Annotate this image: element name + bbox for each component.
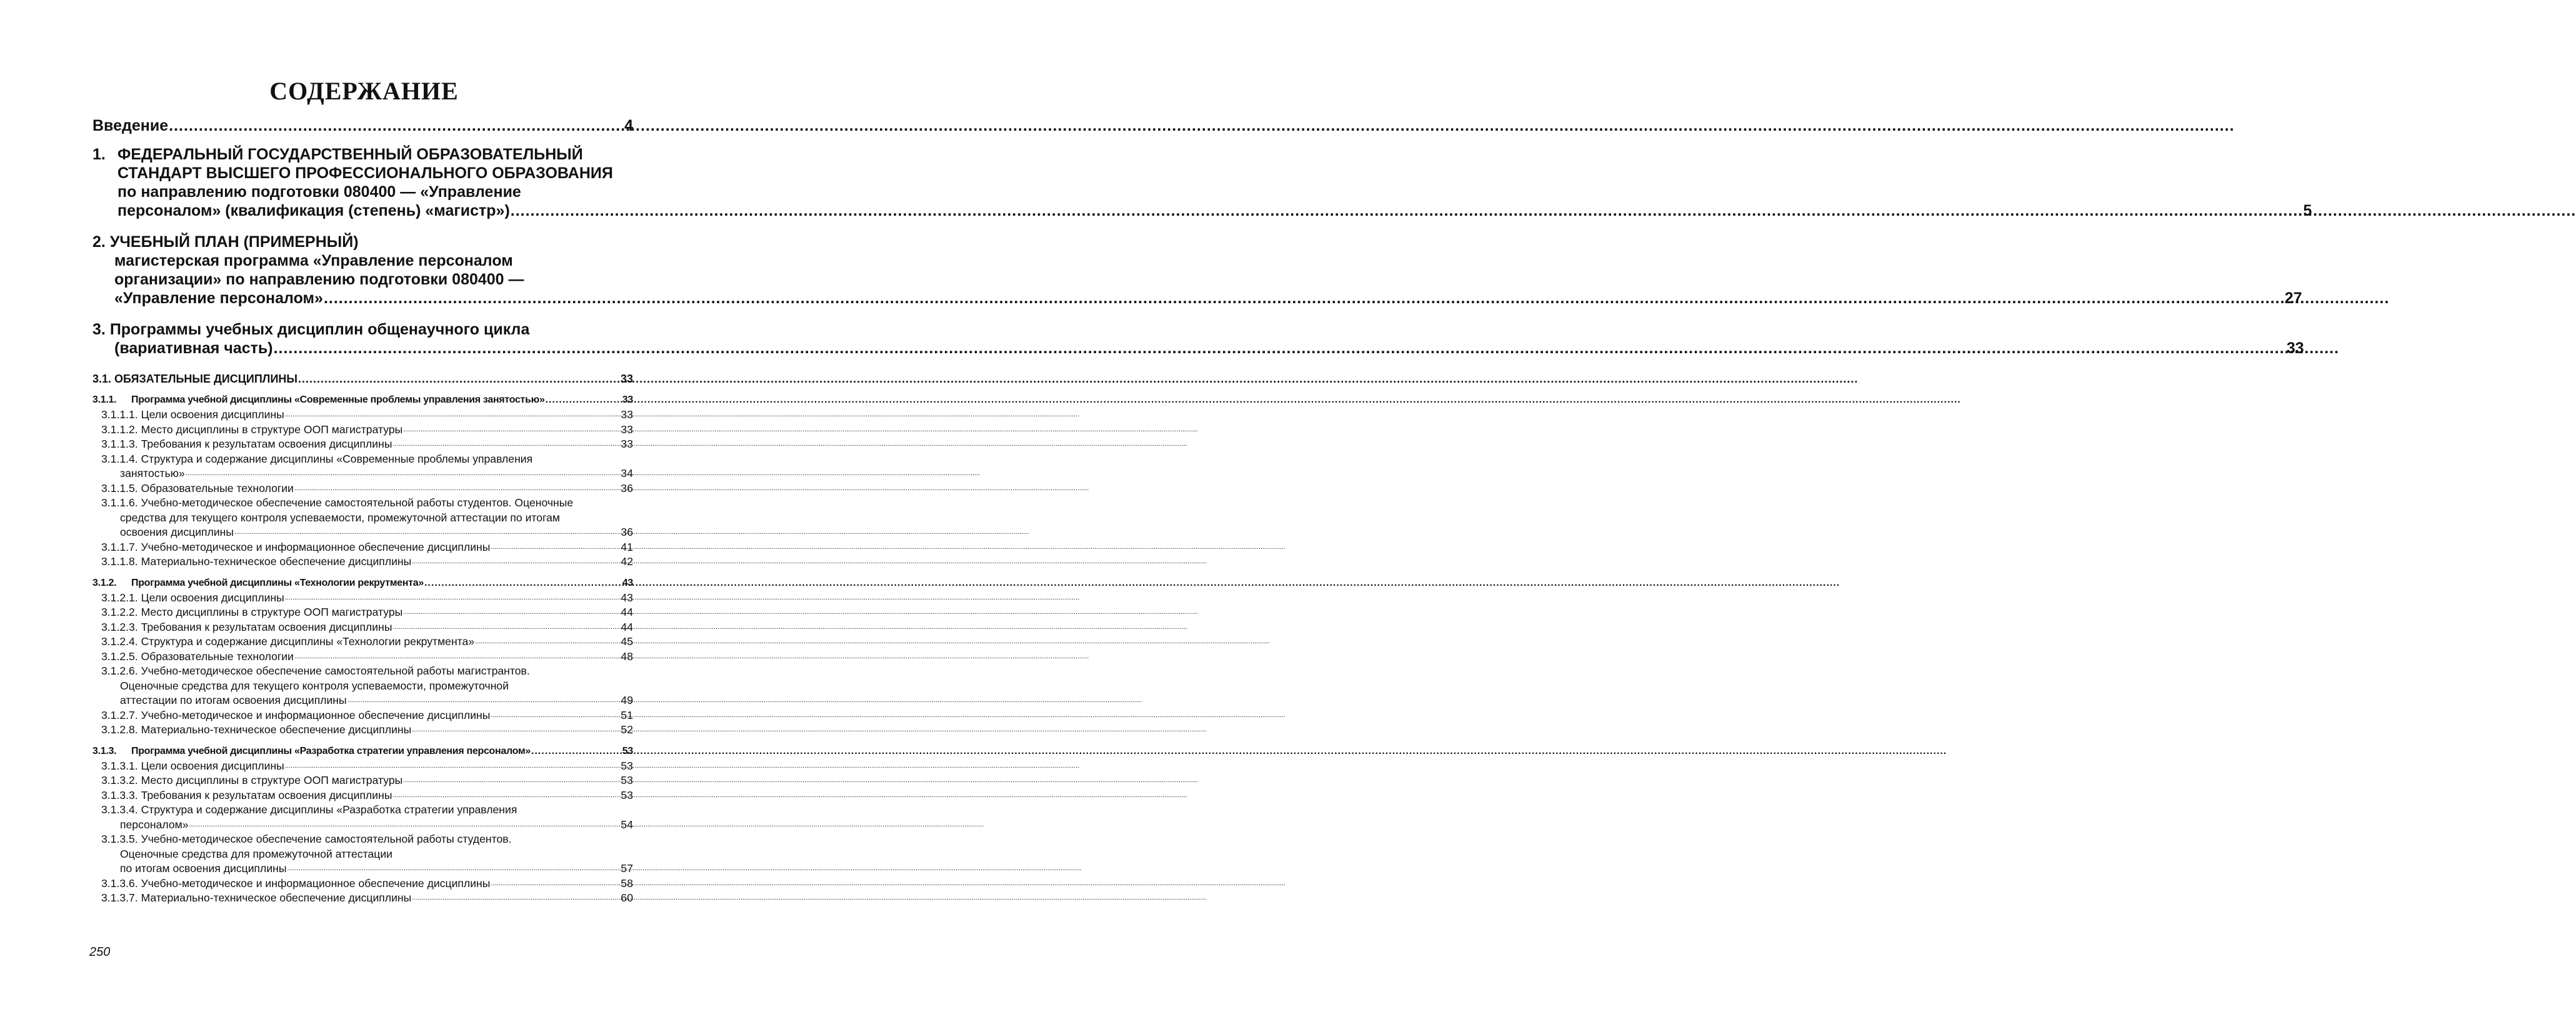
dot-leader bbox=[403, 773, 620, 788]
item-label: 3.1.1.5. Образовательные технологии bbox=[101, 481, 294, 494]
toc-item[interactable] bbox=[92, 481, 633, 496]
dot-leader bbox=[294, 650, 620, 665]
toc-page: 36 bbox=[621, 481, 633, 494]
toc-group-heading[interactable] bbox=[92, 744, 633, 759]
item-line: 3.1.3.5. Учебно-методическое обеспечение самостоятельной работы студентов. bbox=[101, 833, 512, 845]
toc-item[interactable] bbox=[92, 437, 633, 452]
dot-leader bbox=[511, 201, 2303, 220]
dot-leader bbox=[393, 437, 621, 452]
dot-leader bbox=[294, 481, 620, 496]
item-label: занятостью» bbox=[120, 467, 185, 479]
dot-leader bbox=[285, 408, 621, 423]
dot-leader bbox=[412, 723, 620, 738]
toc-page: 60 bbox=[621, 891, 633, 904]
section-line: «Управление персоналом» bbox=[114, 289, 323, 307]
item-label: 3.1.3.3. Требования к результатам освоения дисциплины bbox=[101, 788, 392, 801]
toc-page: 33 bbox=[622, 394, 633, 405]
item-line: 3.1.3.4. Структура и содержание дисциплины «Разработка стратегии управления bbox=[101, 803, 517, 816]
toc-item[interactable] bbox=[92, 408, 633, 423]
item-label: персоналом» bbox=[120, 818, 189, 831]
item-label: 3.1.1.2. Место дисциплины в структуре ООП магистратуры bbox=[101, 423, 403, 436]
toc-page: 45 bbox=[621, 635, 633, 648]
toc-item[interactable] bbox=[92, 591, 633, 606]
toc-page: 49 bbox=[621, 694, 633, 706]
item-label: 3.1.2.4. Структура и содержание дисциплины «Технологии рекрутмента» bbox=[101, 635, 475, 648]
toc-item[interactable] bbox=[92, 708, 633, 723]
toc-page: 5 bbox=[2303, 202, 2312, 219]
dot-leader bbox=[189, 818, 621, 833]
dot-leader bbox=[347, 693, 621, 708]
toc-item[interactable] bbox=[92, 650, 633, 665]
item-label: 3.1.2.5. Образовательные технологии bbox=[101, 650, 294, 663]
dot-leader bbox=[491, 876, 620, 891]
toc-item[interactable] bbox=[92, 555, 633, 570]
dot-leader bbox=[324, 289, 2284, 308]
dot-leader bbox=[169, 116, 624, 135]
toc-section-2[interactable] bbox=[92, 233, 2302, 308]
item-label: 3.1.3.6. Учебно-методическое и информационное обеспечение дисциплины bbox=[101, 876, 491, 890]
toc-groups bbox=[92, 393, 633, 906]
section-head: УЧЕБНЫЙ ПЛАН (ПРИМЕРНЫЙ) bbox=[109, 233, 359, 251]
toc-entry-intro[interactable] bbox=[92, 116, 633, 135]
toc-item[interactable] bbox=[92, 891, 633, 906]
section-line: СТАНДАРТ ВЫСШЕГО ПРОФЕССИОНАЛЬНОГО ОБРАЗОВАНИЯ bbox=[117, 164, 613, 182]
group-code: 3.1.3. bbox=[92, 745, 117, 756]
toc-item[interactable] bbox=[92, 496, 633, 540]
toc-item[interactable] bbox=[92, 423, 633, 438]
section-line: ФЕДЕРАЛЬНЫЙ ГОСУДАРСТВЕННЫЙ ОБРАЗОВАТЕЛЬНЫЙ bbox=[117, 146, 583, 163]
dot-leader bbox=[412, 555, 620, 570]
toc-page: 51 bbox=[621, 708, 633, 721]
toc-item[interactable] bbox=[92, 452, 633, 481]
toc-item[interactable] bbox=[92, 803, 633, 832]
toc-page: 34 bbox=[621, 467, 633, 479]
toc-item[interactable] bbox=[92, 773, 633, 788]
item-line: Оценочные средства для текущего контроля успеваемости, промежуточной bbox=[120, 679, 509, 692]
dot-leader bbox=[546, 393, 622, 408]
item-label: 3.1.1.1. Цели освоения дисциплины bbox=[101, 408, 284, 421]
section-line: персоналом» (квалификация (степень) «магистр») bbox=[117, 202, 510, 219]
section-line: по направлению подготовки 080400 — «Управление bbox=[117, 183, 521, 201]
section-line: организации» по направлению подготовки 080400 — bbox=[114, 271, 524, 288]
dot-leader bbox=[412, 891, 620, 906]
toc-page: 58 bbox=[621, 876, 633, 890]
dot-leader bbox=[285, 759, 621, 774]
section-number: 3. bbox=[92, 321, 106, 338]
item-line: 3.1.1.4. Структура и содержание дисциплины «Современные проблемы управления bbox=[101, 452, 533, 465]
group-code: 3.1.1. bbox=[92, 394, 117, 405]
item-label: освоения дисциплины bbox=[120, 526, 234, 538]
toc-subsection-3-1[interactable] bbox=[92, 371, 633, 386]
section-number: 1. bbox=[92, 146, 106, 163]
dot-leader bbox=[274, 339, 2286, 358]
dot-leader bbox=[403, 423, 620, 438]
item-label: 3.1.2.7. Учебно-методическое и информационное обеспечение дисциплины bbox=[101, 708, 491, 721]
item-line: 3.1.2.6. Учебно-методическое обеспечение самостоятельной работы магистрантов. bbox=[101, 665, 530, 677]
group-code: 3.1.2. bbox=[92, 577, 117, 588]
toc-page: 27 bbox=[2284, 289, 2302, 307]
toc-item[interactable] bbox=[92, 540, 633, 555]
toc-group-heading[interactable] bbox=[92, 393, 633, 408]
toc-page: 33 bbox=[621, 408, 633, 421]
toc-page: 33 bbox=[2286, 339, 2304, 357]
section-line: (вариативная часть) bbox=[114, 339, 273, 357]
item-label: 3.1.3.1. Цели освоения дисциплины bbox=[101, 759, 284, 772]
toc-label: Введение bbox=[92, 117, 169, 134]
page-title: СОДЕРЖАНИЕ bbox=[269, 77, 459, 105]
toc-item[interactable] bbox=[92, 832, 633, 876]
page-number: 250 bbox=[89, 945, 111, 959]
toc-section-3[interactable] bbox=[92, 320, 2304, 358]
toc-item[interactable] bbox=[92, 723, 633, 738]
item-label: 3.1.1.3. Требования к результатам освоения дисциплины bbox=[101, 438, 392, 450]
dot-leader bbox=[531, 744, 622, 759]
item-label: 3.1.2.2. Место дисциплины в структуре ООП магистратуры bbox=[101, 606, 403, 618]
toc-group-heading[interactable] bbox=[92, 576, 633, 591]
dot-leader bbox=[393, 788, 621, 803]
item-label: аттестации по итогам освоения дисциплины bbox=[120, 694, 347, 706]
toc-item[interactable] bbox=[92, 620, 633, 635]
dot-leader bbox=[298, 371, 620, 386]
toc-page: 33 bbox=[620, 373, 633, 385]
toc-page: 44 bbox=[621, 606, 633, 618]
section-head: Программы учебных дисциплин общенаучного цикла bbox=[109, 321, 530, 338]
dot-leader bbox=[393, 620, 621, 635]
toc-page: 53 bbox=[621, 774, 633, 786]
dot-leader bbox=[186, 466, 621, 481]
item-line: Оценочные средства для промежуточной аттестации bbox=[120, 847, 392, 860]
toc-item[interactable] bbox=[92, 876, 633, 891]
table-of-contents bbox=[92, 116, 2312, 906]
toc-page: 33 bbox=[621, 438, 633, 450]
toc-label: 3.1. ОБЯЗАТЕЛЬНЫЕ ДИСЦИПЛИНЫ bbox=[92, 373, 297, 385]
toc-item[interactable] bbox=[92, 664, 633, 708]
toc-item[interactable] bbox=[92, 788, 633, 803]
group-label: Программа учебной дисциплины «Разработка стратегии управления персоналом» bbox=[131, 745, 531, 756]
group-label: Программа учебной дисциплины «Технологии рекрутмента» bbox=[131, 577, 424, 588]
dot-leader bbox=[285, 591, 621, 606]
toc-item[interactable] bbox=[92, 605, 633, 620]
group-label: Программа учебной дисциплины «Современные проблемы управления занятостью» bbox=[131, 394, 545, 405]
toc-page: 54 bbox=[621, 818, 633, 831]
toc-page: 43 bbox=[621, 591, 633, 604]
toc-page: 57 bbox=[621, 862, 633, 875]
dot-leader bbox=[424, 576, 622, 591]
toc-page: 42 bbox=[621, 555, 633, 568]
dot-leader bbox=[287, 861, 621, 876]
toc-page: 52 bbox=[621, 723, 633, 736]
section-number: 2. bbox=[92, 233, 106, 251]
toc-page: 36 bbox=[621, 526, 633, 538]
item-label: 3.1.1.7. Учебно-методическое и информационное обеспечение дисциплины bbox=[101, 540, 491, 553]
toc-page: 53 bbox=[621, 788, 633, 801]
toc-page: 41 bbox=[621, 540, 633, 553]
toc-section-1[interactable] bbox=[92, 145, 2312, 220]
item-label: по итогам освоения дисциплины bbox=[120, 862, 287, 875]
item-line: 3.1.1.6. Учебно-методическое обеспечение самостоятельной работы студентов. Оценочные bbox=[101, 496, 574, 509]
item-label: 3.1.2.1. Цели освоения дисциплины bbox=[101, 591, 284, 604]
toc-item[interactable] bbox=[92, 635, 633, 650]
toc-page: 43 bbox=[622, 577, 633, 588]
dot-leader bbox=[491, 540, 620, 555]
dot-leader bbox=[475, 635, 620, 650]
toc-page: 33 bbox=[621, 423, 633, 436]
section-line: магистерская программа «Управление персоналом bbox=[114, 252, 513, 269]
toc-page: 53 bbox=[621, 759, 633, 772]
item-line: средства для текущего контроля успеваемости, промежуточной аттестации по итогам bbox=[120, 511, 560, 524]
toc-item[interactable] bbox=[92, 759, 633, 774]
toc-page: 53 bbox=[622, 745, 633, 756]
dot-leader bbox=[403, 605, 620, 620]
toc-page: 44 bbox=[621, 620, 633, 633]
item-label: 3.1.3.7. Материально-техническое обеспечение дисциплины bbox=[101, 891, 412, 904]
item-label: 3.1.2.3. Требования к результатам освоения дисциплины bbox=[101, 620, 392, 633]
item-label: 3.1.1.8. Материально-техническое обеспечение дисциплины bbox=[101, 555, 412, 568]
dot-leader bbox=[234, 525, 620, 540]
toc-page: 4 bbox=[624, 117, 633, 134]
item-label: 3.1.2.8. Материально-техническое обеспечение дисциплины bbox=[101, 723, 412, 736]
toc-page: 48 bbox=[621, 650, 633, 663]
item-label: 3.1.3.2. Место дисциплины в структуре ООП магистратуры bbox=[101, 774, 403, 786]
dot-leader bbox=[491, 708, 620, 723]
